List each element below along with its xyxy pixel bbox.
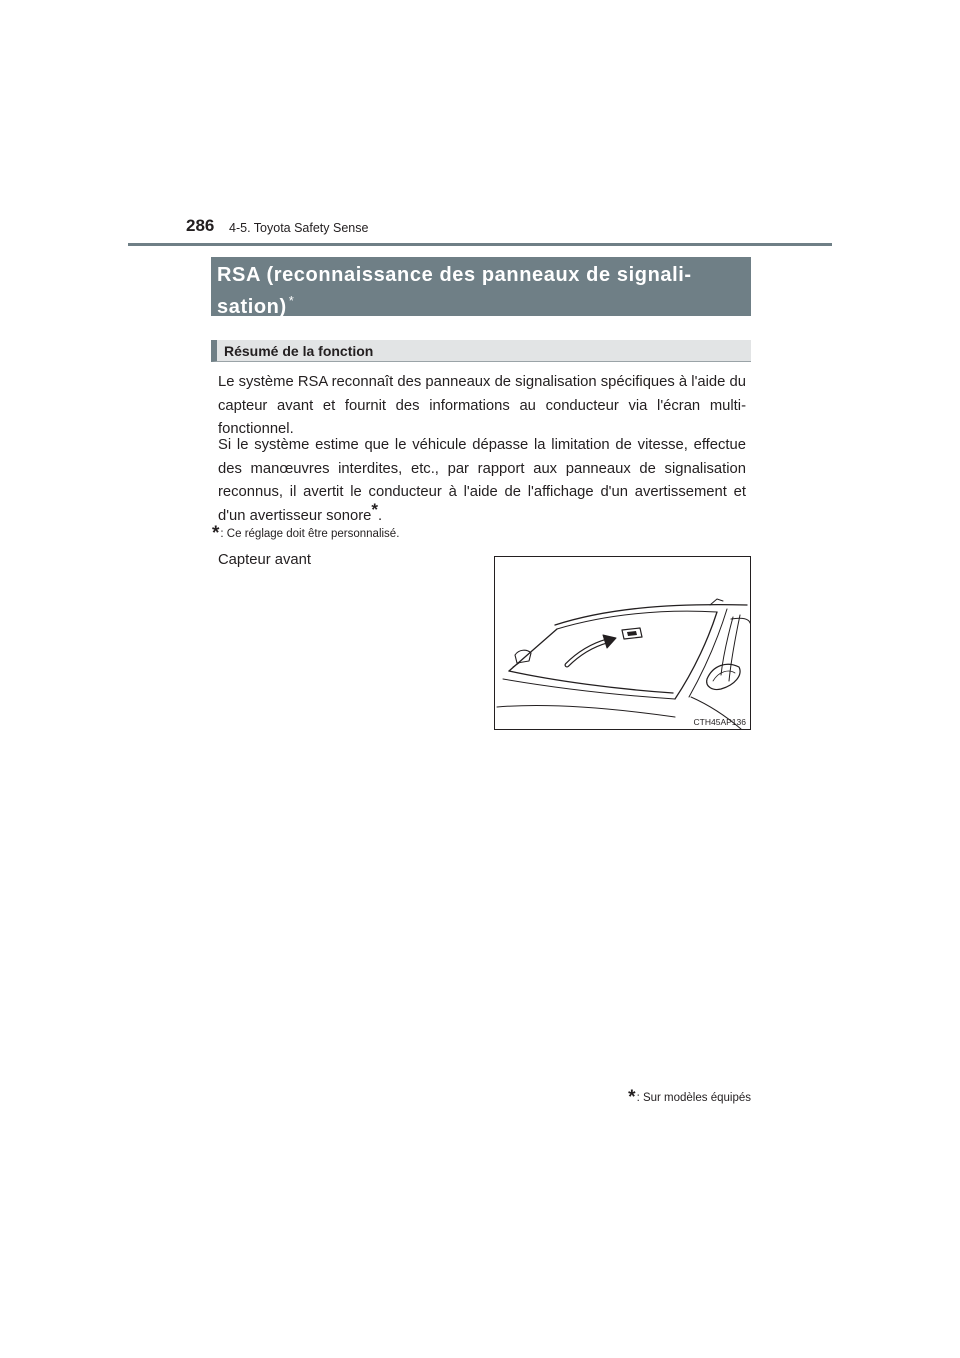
body-paragraph-2-text: Si le système estime que le véhicule dépasse la limitation de vitesse, effectue des manœuvres interdites, etc., par rapport aux panneaux de signalisation reconnus, il avertit le conducteur à l'aide de l'affichage d'un avertissement et d'un avertisseur sonore	[218, 437, 746, 524]
footer-text: : Sur modèles équipés	[636, 1092, 751, 1104]
subsection-header	[211, 340, 751, 362]
subsection-title: Résumé de la fonction	[224, 343, 374, 359]
body-paragraph-2	[218, 434, 746, 528]
section-title-line-1: RSA (reconnaissance des panneaux de signali-	[217, 264, 692, 286]
figure-label: Capteur avant	[218, 552, 311, 568]
running-header: 4-5. Toyota Safety Sense	[229, 221, 369, 235]
section-title-asterisk: *	[288, 293, 295, 308]
footer-note	[628, 1087, 751, 1109]
section-title-line-2	[217, 288, 751, 316]
footnote-text: : Ce réglage doit être personnalisé.	[220, 528, 400, 540]
section-title-line-2-text: sation)	[217, 296, 287, 316]
body-paragraph-1: Le système RSA reconnaît des panneaux de signalisation spécifiques à l'aide du capteur avant et fournit des informations au conducteur via l'écran multi-fonctionnel.	[218, 374, 746, 437]
footnote-asterisk: *	[212, 523, 220, 544]
section-title	[211, 257, 751, 316]
footer-asterisk: *	[628, 1087, 636, 1108]
page-number: 286	[186, 216, 215, 235]
figure-code: CTH45AP136	[693, 717, 746, 727]
footnote	[212, 523, 399, 545]
front-sensor-illustration	[494, 556, 751, 730]
windshield-drawing	[495, 557, 750, 729]
body-paragraph-2-asterisk: *	[371, 499, 378, 519]
body-paragraph-2-end: .	[377, 507, 383, 524]
header-rule	[128, 243, 832, 246]
